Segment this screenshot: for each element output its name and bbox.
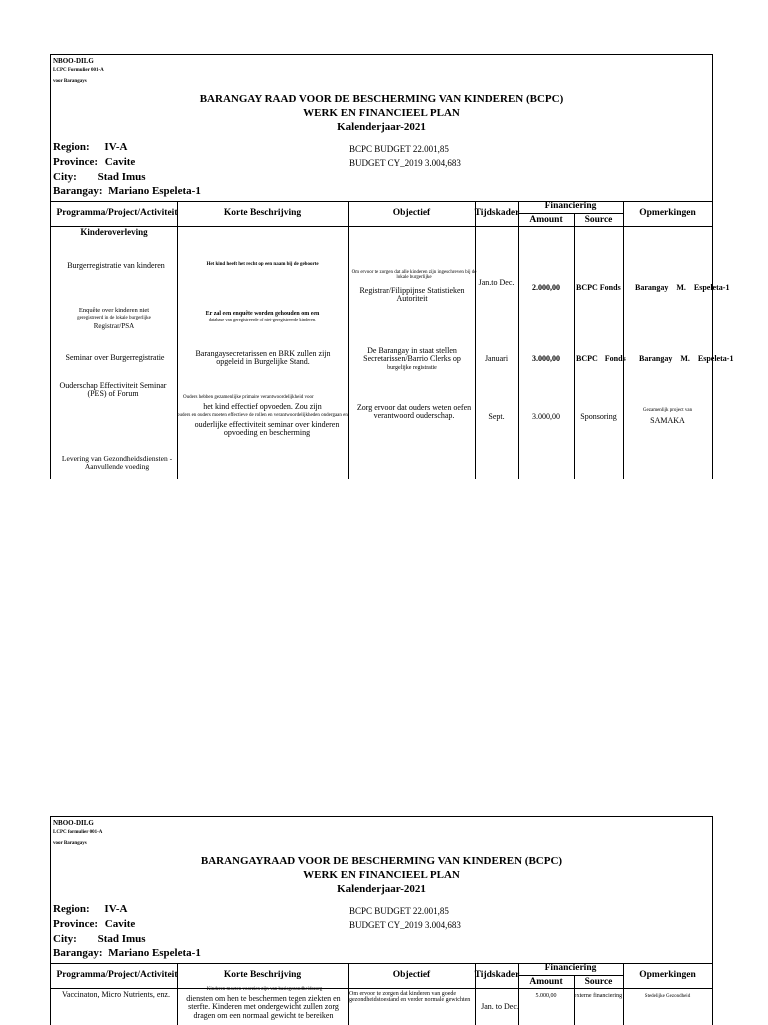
city-row	[53, 933, 146, 945]
source-cell: BCPC Fonds	[576, 354, 626, 363]
column-header-source: Source	[584, 215, 613, 225]
column-header-description: Korte Beschrijving	[223, 970, 302, 980]
column-header-objective: Objectief	[392, 970, 431, 980]
form-title: BARANGAYRAAD VOOR DE BESCHERMING VAN KINDEREN (BCPC)	[200, 855, 563, 867]
work-plan-sheet-2	[50, 816, 713, 1025]
description-note: Ouders hebben gezamenlijke primaire verantwoordelijkheid voor	[183, 395, 314, 400]
region-row	[53, 903, 127, 915]
description-cell: Er zal een enquête worden gehouden om een	[205, 311, 320, 317]
budget-cy: BUDGET CY_2019 3.004,683	[349, 920, 461, 930]
source-cell: BCPC Fonds	[576, 283, 621, 292]
bcpc-budget: BCPC BUDGET 22.001,85	[349, 906, 449, 916]
region-row	[53, 141, 127, 153]
form-label: LCPC Formulier 001-A	[53, 68, 104, 73]
objective-cell: Om ervoor te zorgen dat kinderen van goede gezondheidstoestand en verder normale gewichten	[349, 991, 471, 1004]
column-header-program: Programma/Project/Activiteit	[56, 970, 178, 980]
column-header-program: Programma/Project/Activiteit	[56, 208, 178, 218]
column-header-remarks: Opmerkingen	[639, 970, 696, 980]
province-label: Province:	[53, 156, 99, 168]
section-heading: Kinderoverleving	[80, 227, 148, 237]
timeframe-cell: Jan.to Dec.	[478, 278, 515, 287]
for-barangay-label: voor Barangays	[53, 841, 87, 846]
province-value: Cavite	[104, 918, 136, 930]
column-header-amount: Amount	[529, 977, 563, 987]
column-header-timeframe: Tijdskader	[474, 970, 520, 980]
objective-cell: De Barangay in staat stellen Secretarissen/Barrio Clerks op	[363, 346, 461, 364]
province-value: Cavite	[104, 156, 136, 168]
form-label: LCPC formulier 001-A	[53, 830, 103, 835]
column-header-objective: Objectief	[392, 208, 431, 218]
city-row	[53, 171, 146, 183]
barangay-value: Mariano Espeleta-1	[108, 947, 201, 959]
remarks-cell: Barangay M. Espeleta-1	[635, 283, 730, 292]
remarks-note: Gezamenlijk project van	[642, 408, 693, 413]
barangay-label: Barangay:	[53, 185, 103, 197]
remarks-cell: SAMAKA	[650, 416, 685, 425]
program-cell: Vaccinaton, Micro Nutrients, enz.	[62, 990, 170, 999]
program-cell: Burgerregistratie van kinderen	[67, 261, 165, 270]
description-cell: Barangaysecretarissen en BRK zullen zijn opgeleid in Burgelijke Stand.	[195, 349, 331, 367]
column-header-description: Korte Beschrijving	[223, 208, 302, 218]
description-cell-2: ouderlijke effectiviteit seminar over kinderen opvoeding en bescherming	[194, 420, 340, 438]
for-barangay-label: voor Barangays	[53, 79, 87, 84]
city-value: Stad Imus	[97, 171, 146, 183]
remarks-cell: Barangay M. Espeleta-1	[639, 354, 734, 363]
objective-cell: Zorg ervoor dat ouders weten oefen verantwoord ouderschap.	[356, 403, 472, 421]
column-header-source: Source	[584, 977, 613, 987]
amount-cell: 2.000,00	[532, 283, 560, 292]
column-header-financing: Financiering	[544, 963, 597, 973]
description-cell: diensten om hen te beschermen tegen ziekten en sterfte. Kinderen met ondergewicht zullen zorg dragen om een normaal gewicht te bereiken	[186, 994, 341, 1020]
calendar-year: Kalenderjaar-2021	[337, 121, 426, 133]
column-header-remarks: Opmerkingen	[639, 208, 696, 218]
work-plan-sheet-1	[50, 54, 734, 479]
program-cell: Levering van Gezondheidsdiensten - Aanvullende voeding	[61, 454, 173, 471]
remarks-cell: Stedelijke Gezondheid	[644, 994, 691, 999]
region-value: IV-A	[104, 141, 128, 153]
description-note: Kinderen moeten voorzien zijn van basisgezondheidszorg	[206, 987, 323, 992]
objective-note: burgelijke registratie	[387, 365, 437, 371]
program-cell: Enquête over kinderen niet	[78, 307, 150, 314]
barangay-value: Mariano Espeleta-1	[108, 185, 201, 197]
barangay-row	[53, 185, 201, 197]
timeframe-cell: Januari	[484, 354, 509, 363]
province-row	[53, 156, 135, 168]
column-header-timeframe: Tijdskader	[474, 208, 520, 218]
city-value: Stad Imus	[97, 933, 146, 945]
barangay-label: Barangay:	[53, 947, 103, 959]
city-label: City:	[53, 933, 77, 945]
province-label: Province:	[53, 918, 99, 930]
timeframe-cell: Sept.	[488, 412, 505, 421]
program-note: geregistreerd in de lokale burgerlijke	[77, 316, 151, 321]
objective-cell: Registrar/Filippijnse Statistieken Autoriteit	[359, 286, 465, 304]
description-note-2: ouders en ouders moeten effectieve de rollen en verantwoordelijkheden ondergaan en	[177, 413, 348, 418]
description-cell: het kind effectief opvoeden. Zou zijn	[203, 402, 322, 411]
form-title: BARANGAY RAAD VOOR DE BESCHERMING VAN KINDEREN (BCPC)	[199, 93, 564, 105]
column-header-financing: Financiering	[544, 201, 597, 211]
region-label: Region:	[53, 903, 90, 915]
org-label: NBOO-DILG	[53, 819, 94, 827]
amount-cell: 3.000,00	[532, 354, 560, 363]
form-subtitle: WERK EN FINANCIEEL PLAN	[303, 869, 460, 881]
source-cell: externe financiering	[573, 993, 623, 999]
form-subtitle: WERK EN FINANCIEEL PLAN	[303, 107, 460, 119]
amount-cell: 5.000,00	[535, 993, 557, 999]
program-cell: Ouderschap Effectiviteit Seminar (PES) of Forum	[59, 381, 167, 399]
region-label: Region:	[53, 141, 90, 153]
description-cell: Het kind heeft het recht op een naam bij de geboorte	[206, 262, 319, 267]
source-cell: Sponsoring	[580, 412, 617, 421]
budget-cy: BUDGET CY_2019 3.004,683	[349, 158, 461, 168]
objective-note: Om ervoor te zorgen dat alle kinderen zijn ingeschreven bij de lokale burgerlijke	[351, 270, 477, 281]
org-label: NBOO-DILG	[53, 57, 94, 65]
program-cell: Seminar over Burgerregistratie	[65, 353, 165, 362]
column-header-amount: Amount	[529, 215, 563, 225]
barangay-row	[53, 947, 201, 959]
calendar-year: Kalenderjaar-2021	[337, 883, 426, 895]
region-value: IV-A	[104, 903, 128, 915]
bcpc-budget: BCPC BUDGET 22.001,85	[349, 144, 449, 154]
timeframe-cell: Jan. to Dec.	[481, 1002, 519, 1011]
province-row	[53, 918, 135, 930]
program-cell-end: Registrar/PSA	[93, 322, 135, 330]
city-label: City:	[53, 171, 77, 183]
description-note: database van geregistreerde of niet-geregistreerde kinderen.	[208, 317, 317, 322]
amount-cell: 3.000,00	[532, 412, 560, 421]
